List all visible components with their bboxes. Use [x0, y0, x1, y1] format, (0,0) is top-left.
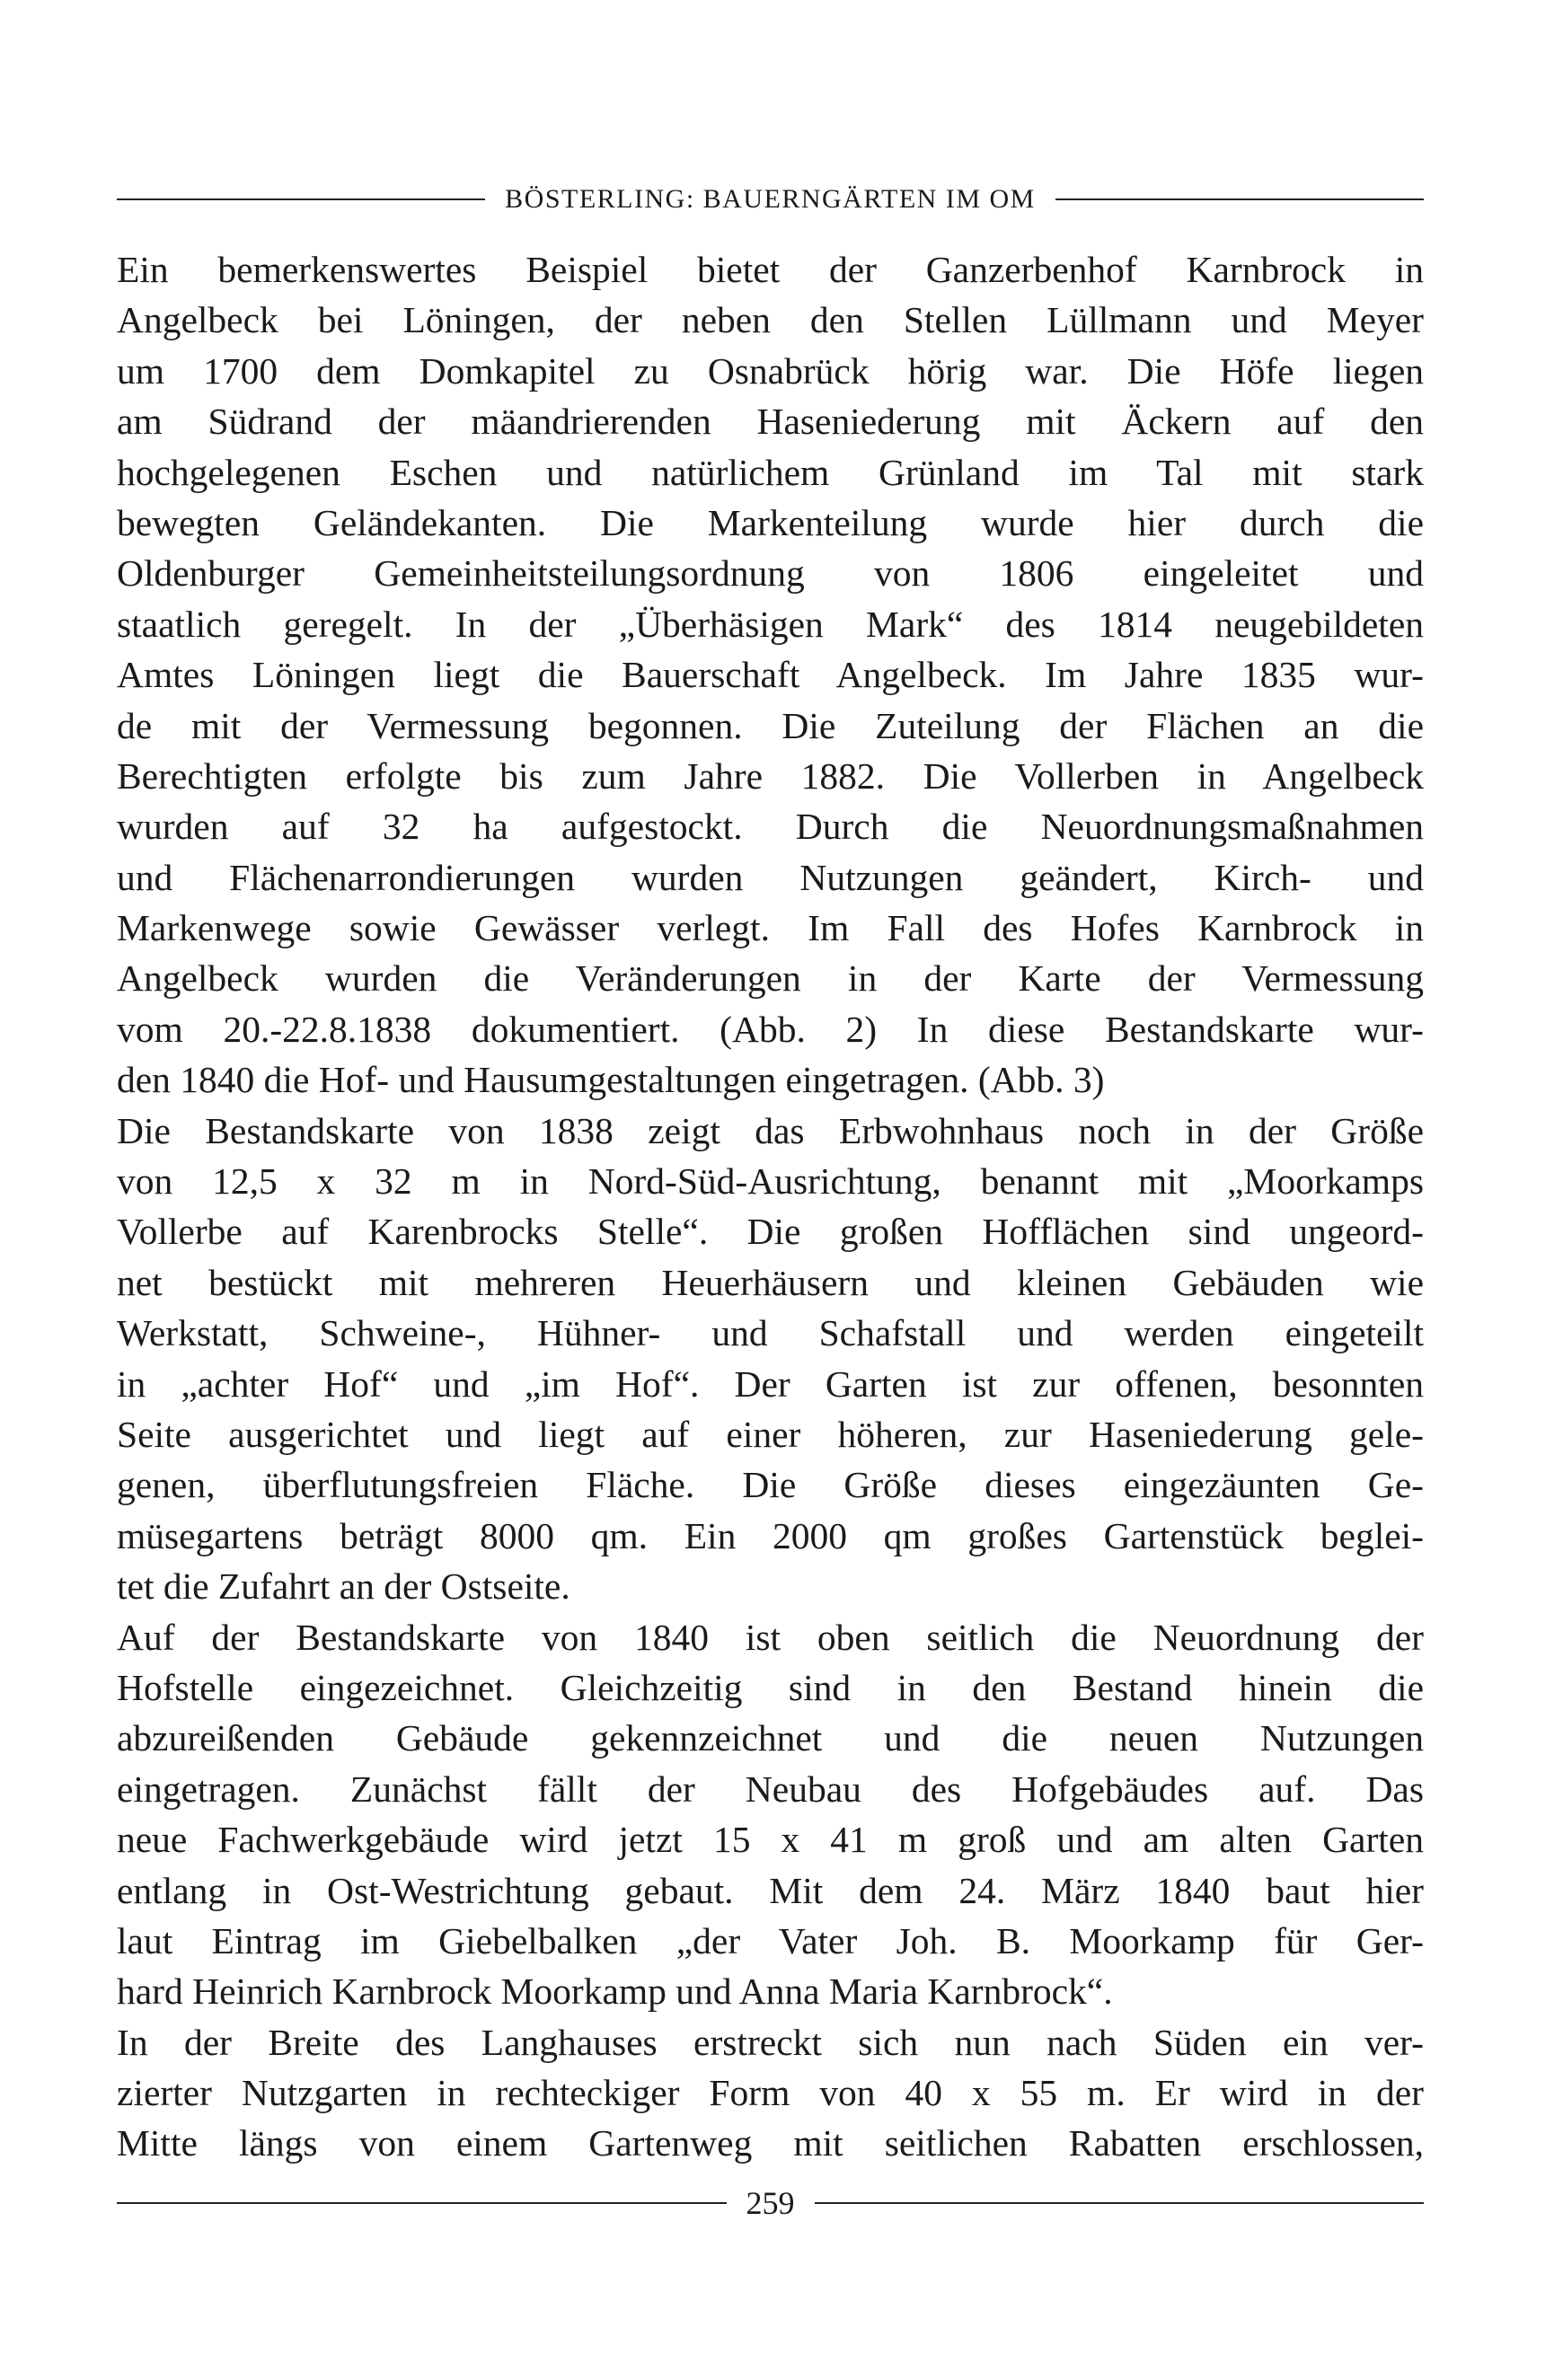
text-line: neue Fachwerkgebäude wird jetzt 15 x 41 m groß und am alten Garten — [117, 1819, 1424, 1861]
text-line: staatlich geregelt. In der „Überhäsigen Mark“ des 1814 neugebildeten — [117, 603, 1424, 645]
text-line: in „achter Hof“ und „im Hof“. Der Garten ist zur offenen, besonnten — [117, 1362, 1424, 1405]
text-line: tet die Zufahrt an der Ostseite. — [117, 1565, 570, 1608]
running-head-rule-left — [117, 198, 485, 200]
text-line: Oldenburger Gemeinheitsteilungsordnung von 1806 eingeleitet und — [117, 552, 1424, 595]
text-line: abzureißenden Gebäude gekennzeichnet und die neuen Nutzungen — [117, 1717, 1424, 1759]
page-number: 259 — [746, 2185, 795, 2221]
text-line: Werkstatt, Schweine-, Hühner- und Schafstall und werden eingeteilt — [117, 1312, 1424, 1354]
text-line: Angelbeck wurden die Veränderungen in der Karte der Vermessung — [117, 957, 1424, 1000]
text-line: von 12,5 x 32 m in Nord-Süd-Ausrichtung, benannt mit „Moorkamps — [117, 1160, 1424, 1203]
text-line: Mitte längs von einem Gartenweg mit seitlichen Rabatten erschlossen, — [117, 2122, 1424, 2164]
text-line: genen, überflutungsfreien Fläche. Die Größe dieses eingezäunten Ge- — [117, 1464, 1424, 1506]
footer-rule-left — [117, 2202, 727, 2204]
text-line: Vollerbe auf Karenbrocks Stelle“. Die großen Hofflächen sind ungeord- — [117, 1211, 1424, 1253]
text-line: Die Bestandskarte von 1838 zeigt das Erbwohnhaus noch in der Größe — [117, 1109, 1424, 1151]
text-line: Angelbeck bei Löningen, der neben den Stellen Lüllmann und Meyer — [117, 299, 1424, 341]
text-line: um 1700 dem Domkapitel zu Osnabrück hörig war. Die Höfe liegen — [117, 349, 1424, 392]
text-line: wurden auf 32 ha aufgestockt. Durch die Neuordnungsmaßnahmen — [117, 806, 1424, 848]
text-line: Auf der Bestandskarte von 1840 ist oben seitlich die Neuordnung der — [117, 1616, 1424, 1658]
text-line: müsegartens beträgt 8000 qm. Ein 2000 qm großes Gartenstück beglei- — [117, 1514, 1424, 1556]
text-line: den 1840 die Hof- und Hausumgestaltungen eingetragen. (Abb. 3) — [117, 1059, 1105, 1101]
running-head — [117, 180, 1424, 219]
text-line: Hofstelle eingezeichnet. Gleichzeitig sind in den Bestand hinein die — [117, 1666, 1424, 1708]
text-line: vom 20.-22.8.1838 dokumentiert. (Abb. 2) In diese Bestandskarte wur- — [117, 1008, 1424, 1050]
running-head-rule-right — [1055, 198, 1424, 200]
body-text — [117, 244, 1424, 2169]
text-line: entlang in Ost-Westrichtung gebaut. Mit dem 24. März 1840 baut hier — [117, 1869, 1424, 1911]
text-line: Markenwege sowie Gewässer verlegt. Im Fall des Hofes Karnbrock in — [117, 907, 1424, 949]
text-line: am Südrand der mäandrierenden Haseniederung mit Äckern auf den — [117, 401, 1424, 443]
text-line: de mit der Vermessung begonnen. Die Zuteilung der Flächen an die — [117, 704, 1424, 746]
text-line: eingetragen. Zunächst fällt der Neubau des Hofgebäudes auf. Das — [117, 1767, 1424, 1810]
text-line: In der Breite des Langhauses erstreckt sich nun nach Süden ein ver- — [117, 2021, 1424, 2063]
text-line: und Flächenarrondierungen wurden Nutzungen geändert, Kirch- und — [117, 856, 1424, 898]
text-line: Seite ausgerichtet und liegt auf einer höheren, zur Haseniederung gele- — [117, 1413, 1424, 1455]
text-line: net bestückt mit mehreren Heuerhäusern und kleinen Gebäuden wie — [117, 1261, 1424, 1303]
text-line: Berechtigten erfolgte bis zum Jahre 1882. Die Vollerben in Angelbeck — [117, 754, 1424, 797]
text-line: hochgelegenen Eschen und natürlichem Grünland im Tal mit stark — [117, 451, 1424, 493]
text-line: hard Heinrich Karnbrock Moorkamp und Anna Maria Karnbrock“. — [117, 1970, 1113, 2013]
text-line: zierter Nutzgarten in rechteckiger Form von 40 x 55 m. Er wird in der — [117, 2072, 1424, 2114]
text-line: Ein bemerkenswertes Beispiel bietet der Ganzerbenhof Karnbrock in — [117, 249, 1424, 290]
running-head-title: BÖSTERLING: BAUERNGÄRTEN IM OM — [505, 184, 1036, 214]
text-line: bewegten Geländekanten. Die Markenteilung wurde hier durch die — [117, 501, 1424, 543]
text-line: laut Eintrag im Giebelbalken „der Vater Joh. B. Moorkamp für Ger- — [117, 1919, 1424, 1961]
text-line: Amtes Löningen liegt die Bauerschaft Angelbeck. Im Jahre 1835 wur- — [117, 654, 1424, 696]
footer-rule-right — [815, 2202, 1425, 2204]
page-footer — [117, 2181, 1424, 2226]
